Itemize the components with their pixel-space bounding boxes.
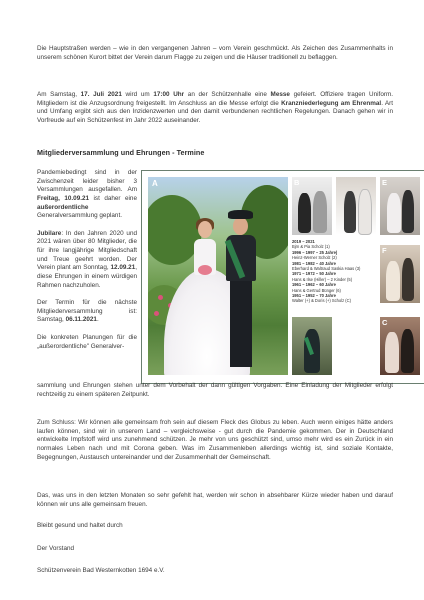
sonntag-date: 12.09.21 (110, 264, 136, 272)
photo-label-c: C (382, 318, 388, 327)
samstag-date: 06.11.2021 (65, 316, 97, 324)
jubilee-names: Hans & Ilse (Hiller) – 2 Kinder (5) (292, 276, 353, 282)
text-fragment: : In den Jahren 2020 und 2021 wären über 80 Mitglieder, die für ihre langjährige Mitgliedschaft und Treue geehrt worden. Der Verein plant am Sonntag, (37, 229, 137, 272)
section-title: Mitgliederversammlung und Ehrungen - Termine (37, 148, 205, 157)
photo-label-e: E (382, 178, 388, 187)
verein-line: Schützenverein Bad Westernkotten 1694 e.V. (37, 567, 165, 574)
text-fragment: an der Schützenhalle eine (184, 91, 271, 98)
jubilee-year: 1996 – 1997 – 25 Jahre) (292, 249, 338, 255)
jubilee-names: Eberhard & Waltraud Saskia Haas (3) (292, 265, 361, 271)
photo-bottom-left (292, 317, 332, 375)
planung-paragraph-cont: sammlung und Ehrungen stehen unter dem Vorbehalt der dann gültigen Vorgaben. Eine Einladung der Mitglieder erfolgt rechtzeitig zu einem späteren Zeitpunkt. (37, 382, 393, 398)
text-fragment: Am Samstag, (37, 91, 81, 98)
koenigspaar-photo (148, 177, 288, 375)
jubilee-names: Heinz-Werner Scholz (2) (292, 255, 337, 261)
photo-label-b: B (294, 178, 300, 187)
photo-collage (141, 170, 424, 384)
jubilee-list-row (292, 298, 376, 303)
jubilee-year: 1971 – 1972 – 50 Jahre (292, 271, 336, 277)
jubilee-names: Walter (+) & Doris (+) Scholz (C) (292, 298, 351, 304)
schluss-paragraph: Zum Schluss: Wir können alle gemeinsam froh sein auf diesem Fleck des Globus zu leben. Auch wenn einiges hätte anders laufen können, sind wir in unserem Land – vergleichsweise - gut durch die Pandemie gekommen. Der in Deutschland entwickelte Impfstoff wird uns zunehmend schützen. Je mehr von uns geschützt sind, umso mehr wird es ein Zurück in ein normales Leben nach und mit Corona geben. Was im Zusammenleben allerdings wichtig ist, sind soziale Kontakte, Begegnungen, Austausch untereinander und der Zusammenhalt der Gemeinschaft. (37, 419, 393, 461)
photo-top-middle (336, 177, 376, 235)
gruss-line: Bleibt gesund und haltet durch (37, 522, 123, 529)
text-fragment: Pandemiebedingt sind in der Zwischenzeit leider bisher 3 Versammlungen ausgefallen. Am (37, 169, 137, 194)
jubilare-paragraph (37, 230, 137, 290)
text-fragment: Der Termin für die nächste Mitgliederversammlung ist: Samstag, (37, 299, 137, 324)
termin-paragraph (37, 299, 137, 325)
jubilee-year: 2019 – 2021 (292, 239, 315, 244)
pandemie-paragraph (37, 169, 137, 221)
messe-label: Messe (270, 91, 290, 98)
jubilee-year: 1961 – 1962 – 60 Jahre (292, 282, 336, 288)
messe-date: 17. Juli 2021 (80, 91, 122, 98)
text-fragment: . Art und Umfang ergibt sich aus den Inzidenzwerten und den damit verbundenen rechtlichen Regelungen. Danach gehen wir in Vorfreude auf ein Schützenfest im Jahr 2022 auseinander. (37, 99, 394, 124)
kranzniederlegung: Kranzniederlegung am Ehrenmal (281, 99, 382, 107)
text-fragment: . (96, 316, 99, 324)
messe-time: 17:00 Uhr (153, 91, 185, 98)
text-fragment: wird um (121, 91, 154, 98)
jubilee-names: Hans & Gertrud Bünger (6) (292, 287, 341, 293)
messe-paragraph (37, 91, 393, 126)
jubilee-year: 1981 – 1982 – 40 Jahre (292, 260, 336, 266)
text-fragment: ist daher eine (89, 194, 137, 202)
planung-paragraph-start: Die konkreten Planungen für die „außerordentliche" Generalver- (37, 334, 137, 350)
text-fragment: gefeiert. Offiziere tragen Uniform. Mitgliedern ist die Anzugsordnung freigestellt. Im Anschluss an die Messe erfolgt die (37, 91, 394, 107)
text-fragment: , diese Ehrungen in einem würdigen Rahmen nachzuholen. (37, 264, 137, 289)
photo-e (380, 177, 420, 235)
photo-label-f: F (382, 246, 387, 255)
ausserordentliche: außerordentliche (37, 203, 89, 211)
photo-label-a: A (152, 179, 158, 188)
freitag-date: Freitag, 10.09.21 (37, 194, 90, 202)
photo-b (292, 177, 332, 235)
text-fragment: Generalversammlung geplant. (37, 212, 122, 220)
hoffnung-paragraph: Das, was uns in den letzten Monaten so sehr gefehlt hat, werden wir schon in absehbarer Kürze wieder haben und darauf können wir uns alle gemeinsam freuen. (37, 492, 393, 508)
left-column (37, 169, 137, 351)
photo-c (380, 317, 420, 375)
intro-paragraph: Die Hauptstraßen werden – wie in den vergangenen Jahren – vom Verein geschmückt. Als Zeichen des Zusammenhalts in unserem schönen Kurort bittet der Verein darum Flagge zu zeigen und die Häuser traditionell zu beflaggen. (37, 45, 393, 61)
vorstand-line: Der Vorstand (37, 545, 75, 552)
jubilee-list (292, 239, 376, 313)
jubilare-label: Jubilare (37, 229, 62, 237)
jubilee-names: Bjrn & Pia Scholz (1) (292, 244, 330, 250)
photo-f (380, 245, 420, 303)
jubilee-year: 1951 – 1952 – 70 Jahre (292, 292, 336, 298)
